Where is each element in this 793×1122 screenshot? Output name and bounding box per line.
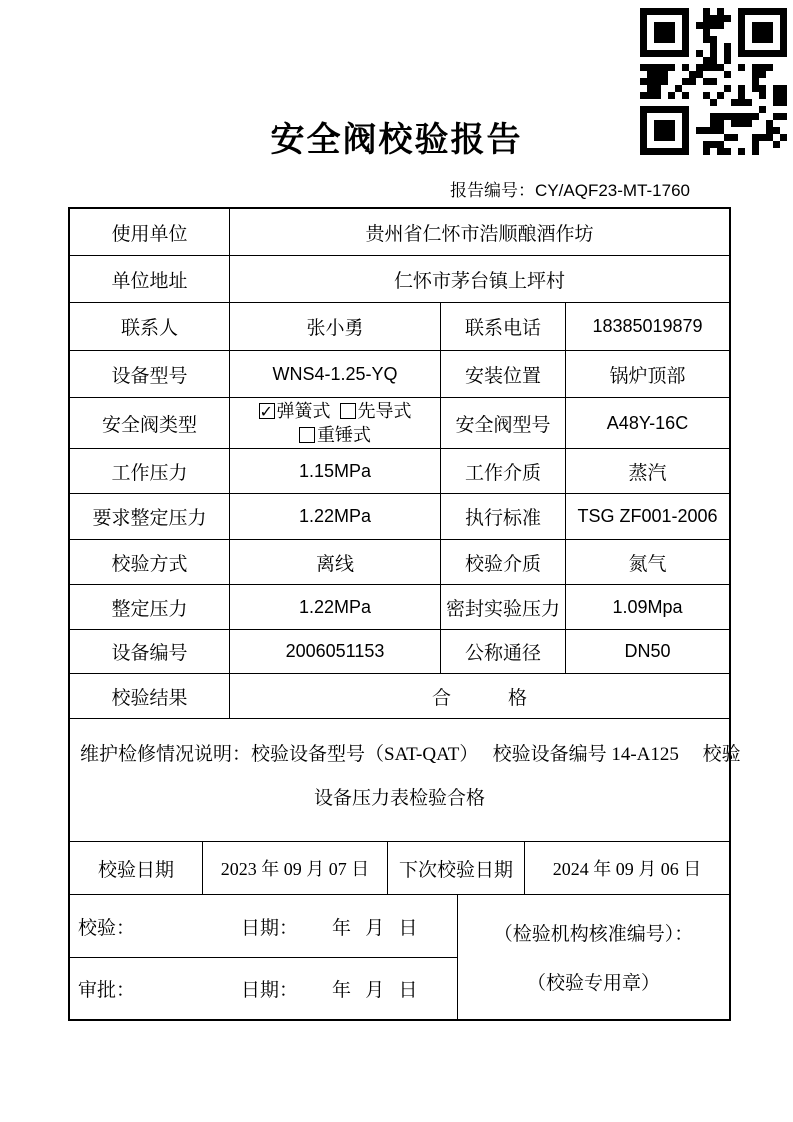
maintenance-note-line1: 维护检修情况说明：校验设备型号（SAT-QAT） 校验设备编号 14-A125 校验: [80, 744, 741, 765]
valve-type-option-spring: 弹簧式: [276, 401, 331, 421]
valve-model-label: 安全阀型号: [440, 398, 565, 448]
valve-type-option-pilot: 先导式: [357, 401, 412, 421]
phone-label: 联系电话: [440, 303, 565, 350]
valve-type-options-line1: [259, 399, 412, 423]
nominal-diameter-value: DN50: [565, 630, 729, 673]
approver-signature-row: [70, 957, 457, 1019]
work-pressure-label: 工作压力: [111, 462, 188, 484]
valve-type-options: [229, 398, 440, 448]
device-no-label: 设备编号: [111, 643, 188, 664]
calibration-stamp-label: （校验专用章）: [526, 973, 660, 994]
set-pressure-label: 整定压力: [111, 598, 188, 620]
seal-test-pressure-value: 1.09Mpa: [565, 585, 729, 629]
signature-block: [70, 894, 729, 1019]
next-date-value: 2024 年 09 月 06 日: [524, 842, 729, 894]
approver-ymd: 年 月 日: [332, 980, 418, 1001]
next-date-label: 下次校验日期: [387, 842, 524, 894]
checkbox-pilot-type-icon: [340, 403, 356, 419]
valve-type-label: 安全阀类型: [101, 414, 197, 436]
maintenance-row: [70, 718, 741, 841]
page-title: 安全阀校验报告: [270, 122, 523, 159]
table-row: [70, 448, 729, 493]
calibration-method-label: 校验方式: [111, 553, 188, 575]
report-number: [68, 176, 690, 201]
result-value: 合 格: [229, 674, 729, 718]
table-row: [70, 629, 729, 673]
work-medium-value: 蒸汽: [565, 449, 729, 493]
use-unit-value: 贵州省仁怀市浩顺酿酒作坊: [229, 209, 729, 255]
approver-label: 审批：: [78, 980, 136, 1001]
report-number-label: 报告编号：: [450, 181, 536, 200]
calibrator-date-label: 日期：: [241, 917, 299, 939]
device-no-value: 2006051153: [229, 630, 440, 673]
device-model-label: 设备型号: [111, 365, 188, 387]
use-unit-label: 使用单位: [111, 223, 188, 245]
install-position-value: 锅炉顶部: [565, 351, 729, 397]
valve-type-options-line2: [299, 423, 371, 447]
seal-test-pressure-label: 密封实验压力: [440, 585, 565, 629]
contact-value: 张小勇: [229, 303, 440, 350]
maintenance-note-line2: 设备压力表检验合格: [313, 788, 485, 809]
table-row: [70, 350, 729, 397]
install-position-label: 安装位置: [440, 351, 565, 397]
device-model-value: WNS4-1.25-YQ: [229, 351, 440, 397]
standard-label: 执行标准: [440, 494, 565, 539]
required-set-pressure-label: 要求整定压力: [92, 508, 207, 529]
org-approval-number-label: （检验机构核准编号）：: [493, 924, 694, 945]
table-row: [70, 255, 729, 302]
table-row: [70, 673, 729, 718]
calibration-medium-value: 氮气: [565, 540, 729, 584]
checkbox-weight-type-icon: [299, 427, 315, 443]
signature-left-column: [70, 895, 457, 1019]
set-pressure-value: 1.22MPa: [229, 585, 440, 629]
calibration-medium-label: 校验介质: [440, 540, 565, 584]
nominal-diameter-label: 公称通径: [440, 630, 565, 673]
calibrator-ymd: 年 月 日: [332, 917, 418, 939]
table-row: [70, 397, 729, 448]
table-row: [70, 493, 729, 539]
phone-value: 18385019879: [565, 303, 729, 350]
work-medium-label: 工作介质: [440, 449, 565, 493]
report-table: [68, 207, 741, 1021]
calibration-date-label: 校验日期: [97, 859, 174, 881]
valve-model-value: A48Y-16C: [565, 398, 729, 448]
checkbox-spring-type-icon: [259, 403, 275, 419]
calibrator-signature-row: [70, 895, 457, 957]
valve-type-option-weight: 重锤式: [317, 425, 371, 445]
maintenance-note: [70, 719, 741, 841]
standard-value: TSG ZF001-2006: [565, 494, 729, 539]
report-number-value: CY/AQF23-MT-1760: [535, 181, 690, 200]
work-pressure-value: 1.15MPa: [229, 449, 440, 493]
calibration-date-value: 2023 年 09 月 07 日: [202, 842, 387, 894]
org-stamp-cell: [457, 895, 729, 1019]
table-row: [70, 302, 729, 350]
calibrator-label: 校验：: [78, 917, 136, 939]
table-row: [70, 209, 729, 255]
unit-address-value: 仁怀市茅台镇上坪村: [229, 256, 729, 302]
required-set-pressure-value: 1.22MPa: [229, 494, 440, 539]
table-row: [70, 539, 729, 584]
approver-date-label: 日期：: [241, 980, 299, 1001]
contact-label: 联系人: [120, 318, 178, 339]
dates-row: [70, 841, 729, 894]
table-row: [70, 584, 729, 629]
calibration-method-value: 离线: [229, 540, 440, 584]
result-label: 校验结果: [111, 687, 188, 709]
unit-address-label: 单位地址: [111, 270, 188, 292]
